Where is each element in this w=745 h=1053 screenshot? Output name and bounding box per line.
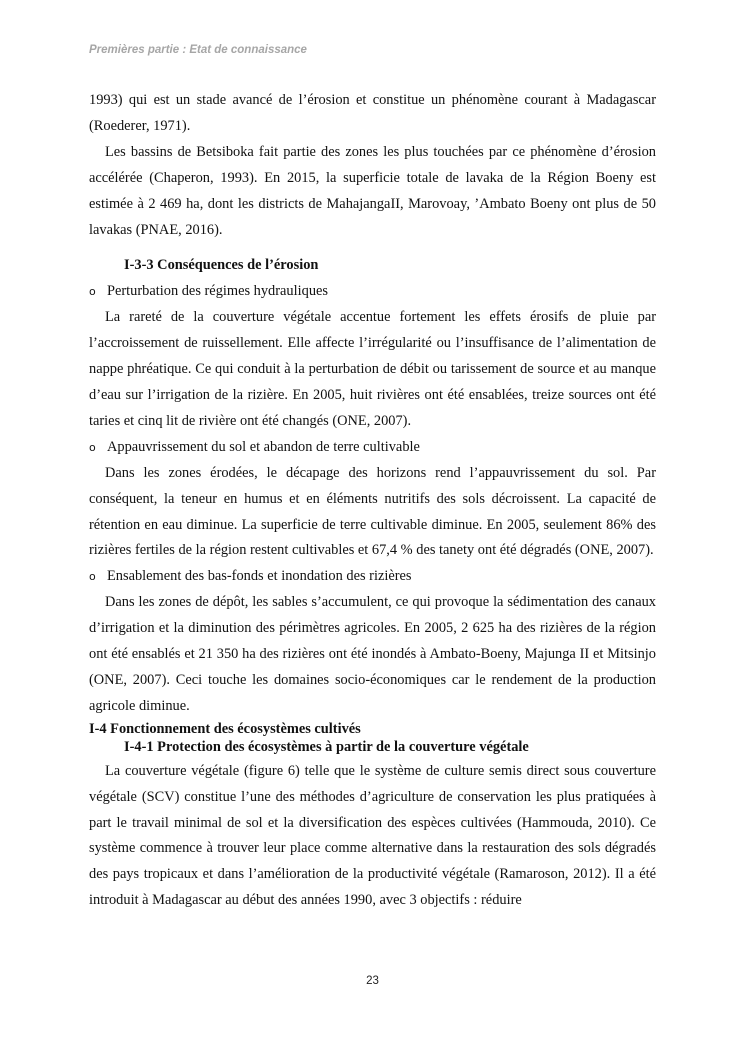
circle-bullet-icon: o xyxy=(89,285,96,299)
circle-bullet-icon: o xyxy=(89,570,96,584)
bullet-item-ensablement xyxy=(89,564,656,590)
bullet-label: Appauvrissement du sol et abandon de terre cultivable xyxy=(107,438,420,455)
body-text xyxy=(89,88,656,914)
bullet-item-appauvrissement xyxy=(89,435,656,461)
running-header: Premières partie : Etat de connaissance xyxy=(89,44,307,56)
paragraph-betsiboka: Les bassins de Betsiboka fait partie des zones les plus touchées par ce phénomène d’érosion accélérée (Chaperon, 1993). En 2015, la superficie totale de lavaka de la Région Boeny est estimée à 2 469 ha, dont les districts de MahajangaII, Marovoay, ’Ambato Boeny ont plus de 50 lavakas (PNAE, 2016). xyxy=(89,143,656,238)
section-heading-fonctionnement: I-4 Fonctionnement des écosystèmes cultivés xyxy=(89,720,361,737)
bullet-item-hydraulique xyxy=(89,279,656,305)
paragraph-appauvrissement: Dans les zones érodées, le décapage des horizons rend l’appauvrissement du sol. Par conséquent, la teneur en humus et en éléments nutritifs des sols décroissent. La capacité de rétention en eau diminue. La superficie de terre cultivable diminue. En 2005, seulement 86% des rizières fertiles de la région restent cultivables et 67,4 % des tanety ont été dégradés (ONE, 2007). xyxy=(89,464,656,559)
paragraph-ensablement: Dans les zones de dépôt, les sables s’accumulent, ce qui provoque la sédimentation des canaux d’irrigation et la diminution des périmètres agricoles. En 2005, 2 625 ha des rizières de la région ont été ensablés et 21 350 ha des rizières ont été inondés à Ambato-Boeny, Majunga II et Mitsinjo (ONE, 2007). Ceci touche les domaines socio-économiques car le rendement de la production agricole diminue. xyxy=(89,594,656,714)
circle-bullet-icon: o xyxy=(89,440,96,454)
bullet-label: Perturbation des régimes hydrauliques xyxy=(107,283,329,300)
paragraph-continuation: 1993) qui est un stade avancé de l’érosion et constitue un phénomène courant à Madagascar (Roederer, 1971). xyxy=(89,92,656,134)
paragraph-couverture-vegetale: La couverture végétale (figure 6) telle que le système de culture semis direct sous couverture végétale (SCV) constitue l’une des méthodes d’agriculture de conservation les plus pratiquées à part le travail minimal de sol et la diversification des espèces cultivées (Hammouda, 2010). Ce système commence à trouver leur place comme alternative dans la restauration des sols dégradés des pays tropicaux et dans l’amélioration de la productivité végétale (Ramaroson, 2012). Il a été introduit à Madagascar au début des années 1990, avec 3 objectifs : réduire xyxy=(89,762,656,909)
paragraph-hydraulique: La rareté de la couverture végétale accentue fortement les effets érosifs de pluie par l’accroissement de ruissellement. Elle affecte l’irrégularité ou l’insuffisance de l’alimentation de nappe phréatique. Ce qui conduit à la perturbation de débit ou tarissement de source et au manque d’eau sur l’irrigation de la rizière. En 2005, huit rivières ont été ensablées, treize sources ont été taries et cinq lit de rivière ont été changés (ONE, 2007). xyxy=(89,309,656,429)
subsection-heading-protection: I-4-1 Protection des écosystèmes à partir de la couverture végétale xyxy=(124,738,529,755)
subsection-heading-consequences: I-3-3 Conséquences de l’érosion xyxy=(124,257,319,274)
bullet-label: Ensablement des bas-fonds et inondation des rizières xyxy=(107,568,412,585)
page-number: 23 xyxy=(366,975,379,987)
